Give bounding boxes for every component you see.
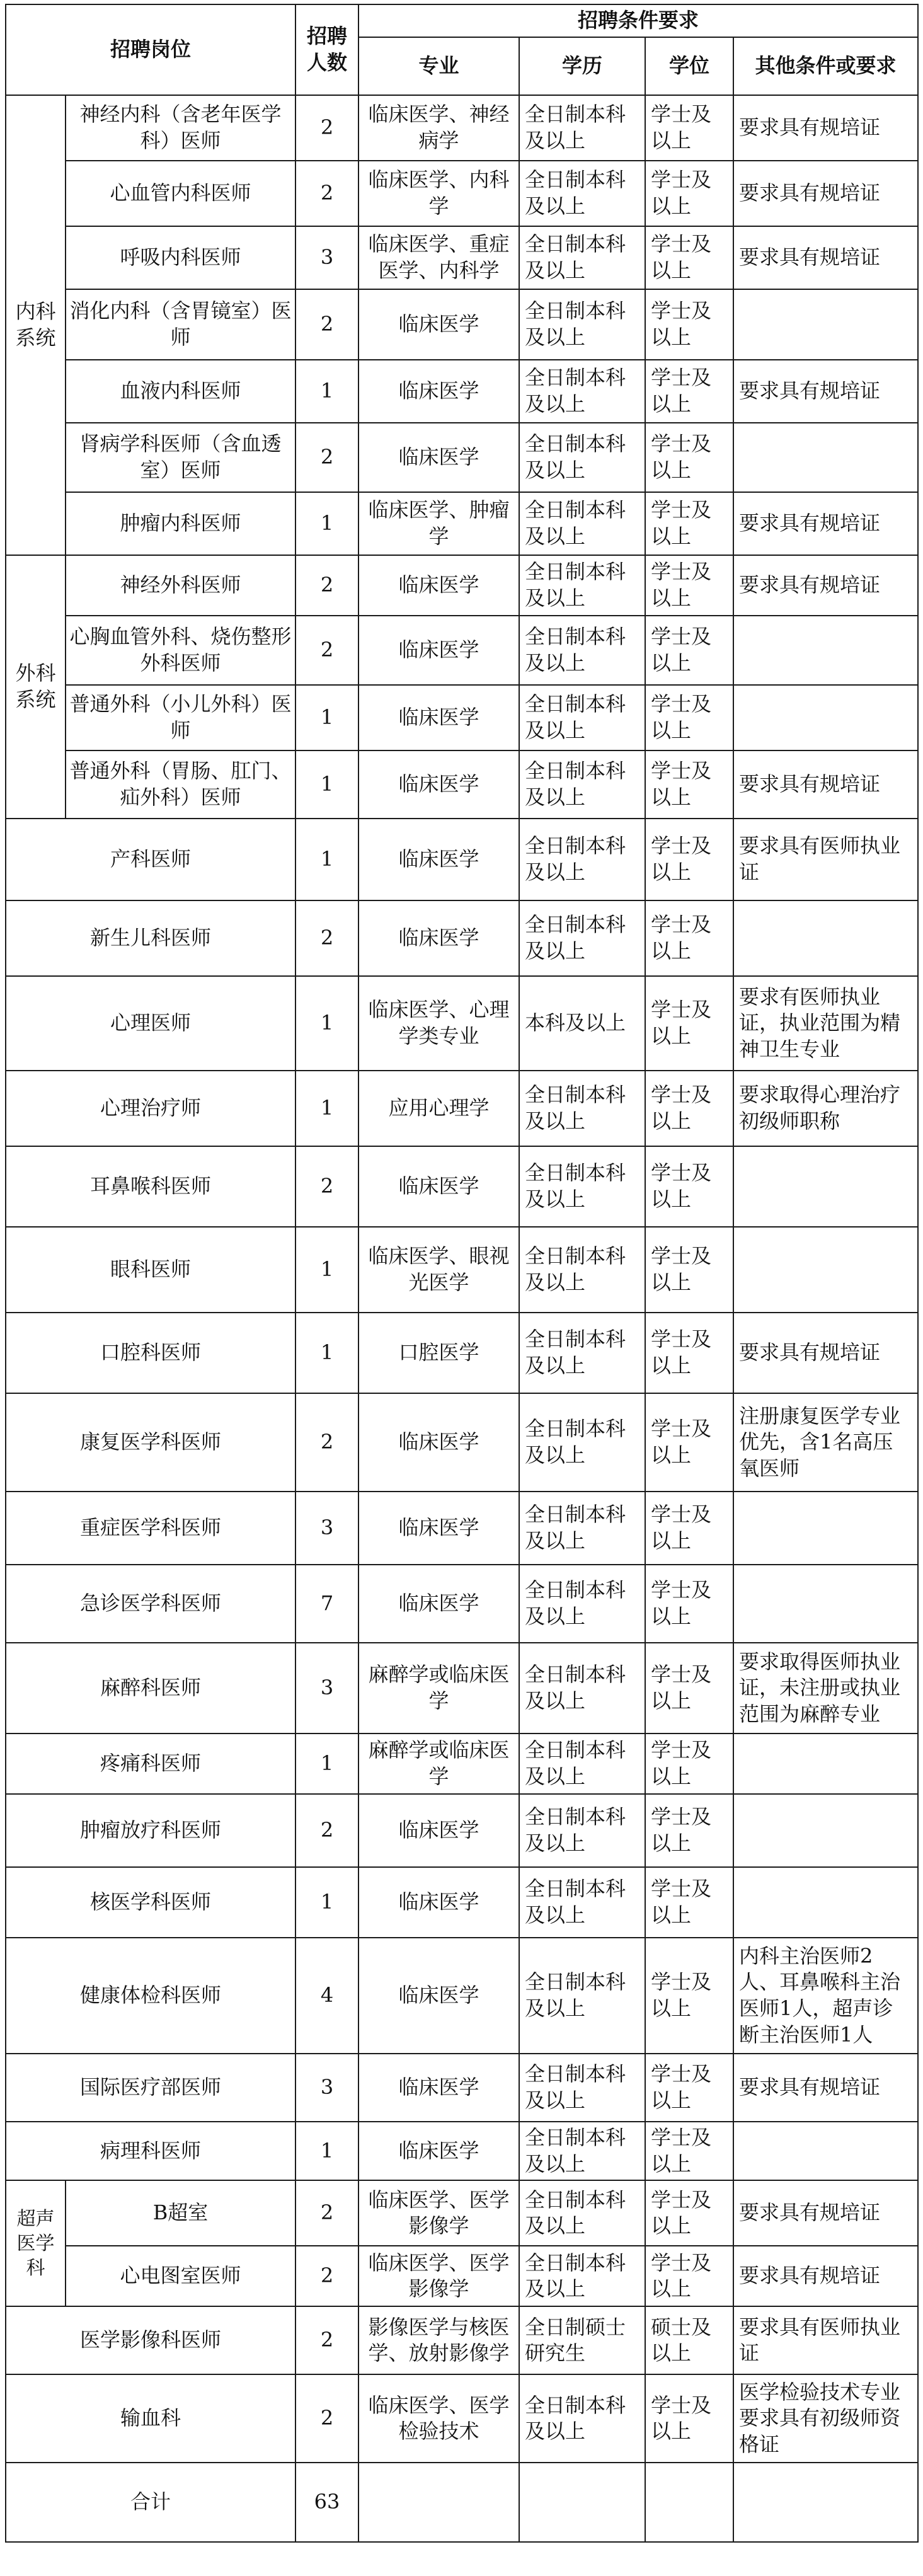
other-cell: 要求具有规培证 xyxy=(733,750,918,819)
table-row xyxy=(6,616,918,685)
other-cell xyxy=(733,1734,918,1794)
table-row xyxy=(6,1565,918,1643)
major-cell: 临床医学 xyxy=(358,2122,519,2180)
table-row xyxy=(6,2306,918,2374)
major-cell: 临床医学、医学影像学 xyxy=(358,2246,519,2306)
education-cell: 全日制本科及以上 xyxy=(519,95,645,161)
major-cell: 应用心理学 xyxy=(358,1071,519,1146)
table-row xyxy=(6,1734,918,1794)
empty-cell xyxy=(519,2463,645,2542)
count-cell: 2 xyxy=(295,423,358,492)
education-cell: 全日制本科及以上 xyxy=(519,1938,645,2054)
degree-cell: 学士及以上 xyxy=(645,1938,733,2054)
major-cell: 临床医学、眼视光医学 xyxy=(358,1227,519,1313)
other-cell: 要求具有规培证 xyxy=(733,95,918,161)
count-cell: 2 xyxy=(295,2246,358,2306)
major-cell: 临床医学 xyxy=(358,423,519,492)
position-cell: 肾病学科医师（含血透室）医师 xyxy=(66,423,295,492)
degree-cell: 学士及以上 xyxy=(645,2374,733,2463)
position-cell: 口腔科医师 xyxy=(6,1313,295,1393)
table-row xyxy=(6,1393,918,1492)
table-row xyxy=(6,2246,918,2306)
other-cell: 注册康复医学专业优先，含1名高压氧医师 xyxy=(733,1393,918,1492)
education-cell: 全日制本科及以上 xyxy=(519,1794,645,1867)
major-cell: 临床医学 xyxy=(358,1393,519,1492)
count-cell: 3 xyxy=(295,2054,358,2122)
major-cell: 临床医学 xyxy=(358,289,519,360)
education-cell: 全日制本科及以上 xyxy=(519,2054,645,2122)
education-cell: 全日制本科及以上 xyxy=(519,1227,645,1313)
other-cell xyxy=(733,616,918,685)
table-row xyxy=(6,555,918,616)
header-position: 招聘岗位 xyxy=(6,4,295,95)
count-cell: 2 xyxy=(295,2306,358,2374)
education-cell: 全日制本科及以上 xyxy=(519,1734,645,1794)
count-cell: 1 xyxy=(295,750,358,819)
table-row xyxy=(6,161,918,226)
position-cell: 消化内科（含胃镜室）医师 xyxy=(66,289,295,360)
major-cell: 临床医学、医学检验技术 xyxy=(358,2374,519,2463)
degree-cell: 学士及以上 xyxy=(645,1313,733,1393)
other-cell xyxy=(733,1492,918,1565)
table-row xyxy=(6,1071,918,1146)
education-cell: 全日制本科及以上 xyxy=(519,1393,645,1492)
position-cell: 心电图室医师 xyxy=(66,2246,295,2306)
other-cell xyxy=(733,1867,918,1938)
major-cell: 临床医学 xyxy=(358,1146,519,1227)
degree-cell: 学士及以上 xyxy=(645,976,733,1071)
table-row xyxy=(6,2122,918,2180)
empty-cell xyxy=(645,2463,733,2542)
education-cell: 全日制本科及以上 xyxy=(519,2246,645,2306)
count-cell: 4 xyxy=(295,1938,358,2054)
degree-cell: 学士及以上 xyxy=(645,492,733,555)
other-cell xyxy=(733,900,918,976)
total-label: 合计 xyxy=(6,2463,295,2542)
count-cell: 2 xyxy=(295,555,358,616)
degree-cell: 学士及以上 xyxy=(645,226,733,289)
education-cell: 全日制本科及以上 xyxy=(519,2180,645,2246)
table-row xyxy=(6,492,918,555)
education-cell: 全日制本科及以上 xyxy=(519,685,645,750)
major-cell: 临床医学 xyxy=(358,685,519,750)
position-cell: 康复医学科医师 xyxy=(6,1393,295,1492)
header-education: 学历 xyxy=(519,37,645,95)
table-row xyxy=(6,95,918,161)
count-cell: 1 xyxy=(295,1071,358,1146)
education-cell: 全日制本科及以上 xyxy=(519,1492,645,1565)
major-cell: 临床医学 xyxy=(358,616,519,685)
degree-cell: 学士及以上 xyxy=(645,819,733,900)
count-cell: 1 xyxy=(295,2122,358,2180)
major-cell: 临床医学 xyxy=(358,819,519,900)
other-cell: 要求具有规培证 xyxy=(733,1313,918,1393)
major-cell: 临床医学 xyxy=(358,1565,519,1643)
degree-cell: 学士及以上 xyxy=(645,1393,733,1492)
position-cell: 普通外科（小儿外科）医师 xyxy=(66,685,295,750)
degree-cell: 学士及以上 xyxy=(645,95,733,161)
other-cell xyxy=(733,1227,918,1313)
other-cell: 要求具有规培证 xyxy=(733,555,918,616)
table-row xyxy=(6,685,918,750)
major-cell: 麻醉学或临床医学 xyxy=(358,1643,519,1734)
table-row xyxy=(6,1794,918,1867)
other-cell xyxy=(733,423,918,492)
major-cell: 临床医学、医学影像学 xyxy=(358,2180,519,2246)
position-cell: B超室 xyxy=(66,2180,295,2246)
major-cell: 临床医学、肿瘤学 xyxy=(358,492,519,555)
table-row xyxy=(6,360,918,423)
education-cell: 全日制本科及以上 xyxy=(519,2122,645,2180)
count-cell: 1 xyxy=(295,819,358,900)
major-cell: 口腔医学 xyxy=(358,1313,519,1393)
count-cell: 1 xyxy=(295,1734,358,1794)
table-row xyxy=(6,1492,918,1565)
education-cell: 全日制本科及以上 xyxy=(519,1565,645,1643)
position-cell: 国际医疗部医师 xyxy=(6,2054,295,2122)
table-row xyxy=(6,226,918,289)
empty-cell xyxy=(733,2463,918,2542)
position-cell: 神经内科（含老年医学科）医师 xyxy=(66,95,295,161)
education-cell: 全日制本科及以上 xyxy=(519,750,645,819)
position-cell: 输血科 xyxy=(6,2374,295,2463)
major-cell: 临床医学 xyxy=(358,1794,519,1867)
count-cell: 3 xyxy=(295,226,358,289)
other-cell: 要求具有医师执业证 xyxy=(733,2306,918,2374)
position-cell: 医学影像科医师 xyxy=(6,2306,295,2374)
other-cell: 要求具有规培证 xyxy=(733,2246,918,2306)
degree-cell: 学士及以上 xyxy=(645,555,733,616)
table-row xyxy=(6,2374,918,2463)
count-cell: 2 xyxy=(295,95,358,161)
degree-cell: 学士及以上 xyxy=(645,1794,733,1867)
degree-cell: 学士及以上 xyxy=(645,685,733,750)
table-row xyxy=(6,900,918,976)
position-cell: 疼痛科医师 xyxy=(6,1734,295,1794)
other-cell: 要求具有医师执业证 xyxy=(733,819,918,900)
position-cell: 肿瘤放疗科医师 xyxy=(6,1794,295,1867)
position-cell: 眼科医师 xyxy=(6,1227,295,1313)
degree-cell: 学士及以上 xyxy=(645,423,733,492)
table-row xyxy=(6,1313,918,1393)
degree-cell: 学士及以上 xyxy=(645,2122,733,2180)
degree-cell: 学士及以上 xyxy=(645,1071,733,1146)
major-cell: 临床医学、重症医学、内科学 xyxy=(358,226,519,289)
other-cell: 要求取得医师执业证，未注册或执业范围为麻醉专业 xyxy=(733,1643,918,1734)
position-cell: 重症医学科医师 xyxy=(6,1492,295,1565)
education-cell: 全日制本科及以上 xyxy=(519,555,645,616)
other-cell xyxy=(733,1146,918,1227)
major-cell: 临床医学 xyxy=(358,555,519,616)
major-cell: 临床医学 xyxy=(358,1492,519,1565)
table-row xyxy=(6,750,918,819)
table-row xyxy=(6,2054,918,2122)
major-cell: 临床医学 xyxy=(358,1867,519,1938)
degree-cell: 学士及以上 xyxy=(645,1227,733,1313)
other-cell: 内科主治医师2人、耳鼻喉科主治医师1人，超声诊断主治医师1人 xyxy=(733,1938,918,2054)
position-cell: 呼吸内科医师 xyxy=(66,226,295,289)
degree-cell: 学士及以上 xyxy=(645,1146,733,1227)
other-cell xyxy=(733,685,918,750)
total-row xyxy=(6,2463,918,2542)
education-cell: 全日制本科及以上 xyxy=(519,226,645,289)
position-cell: 肿瘤内科医师 xyxy=(66,492,295,555)
education-cell: 全日制本科及以上 xyxy=(519,423,645,492)
other-cell: 要求具有规培证 xyxy=(733,2180,918,2246)
position-cell: 心胸血管外科、烧伤整形外科医师 xyxy=(66,616,295,685)
count-cell: 2 xyxy=(295,900,358,976)
other-cell: 要求具有规培证 xyxy=(733,360,918,423)
education-cell: 全日制本科及以上 xyxy=(519,360,645,423)
degree-cell: 学士及以上 xyxy=(645,1565,733,1643)
count-cell: 1 xyxy=(295,1227,358,1313)
table-row xyxy=(6,289,918,360)
degree-cell: 学士及以上 xyxy=(645,1492,733,1565)
count-cell: 1 xyxy=(295,1313,358,1393)
count-cell: 7 xyxy=(295,1565,358,1643)
position-cell: 产科医师 xyxy=(6,819,295,900)
degree-cell: 学士及以上 xyxy=(645,161,733,226)
degree-cell: 学士及以上 xyxy=(645,289,733,360)
total-count: 63 xyxy=(295,2463,358,2542)
table-row xyxy=(6,1938,918,2054)
education-cell: 全日制本科及以上 xyxy=(519,1643,645,1734)
major-cell: 临床医学 xyxy=(358,360,519,423)
education-cell: 全日制本科及以上 xyxy=(519,1146,645,1227)
position-cell: 新生儿科医师 xyxy=(6,900,295,976)
count-cell: 1 xyxy=(295,685,358,750)
position-cell: 神经外科医师 xyxy=(66,555,295,616)
other-cell: 要求有医师执业证，执业范围为精神卫生专业 xyxy=(733,976,918,1071)
count-cell: 1 xyxy=(295,360,358,423)
table-row xyxy=(6,1643,918,1734)
recruitment-table xyxy=(5,4,919,2543)
header-other: 其他条件或要求 xyxy=(733,37,918,95)
degree-cell: 学士及以上 xyxy=(645,616,733,685)
count-cell: 1 xyxy=(295,1867,358,1938)
degree-cell: 学士及以上 xyxy=(645,360,733,423)
count-cell: 1 xyxy=(295,976,358,1071)
degree-cell: 学士及以上 xyxy=(645,750,733,819)
table-row xyxy=(6,1867,918,1938)
education-cell: 全日制本科及以上 xyxy=(519,819,645,900)
table-row xyxy=(6,976,918,1071)
major-cell: 临床医学、神经病学 xyxy=(358,95,519,161)
position-cell: 血液内科医师 xyxy=(66,360,295,423)
header-major: 专业 xyxy=(358,37,519,95)
position-cell: 麻醉科医师 xyxy=(6,1643,295,1734)
major-cell: 影像医学与核医学、放射影像学 xyxy=(358,2306,519,2374)
education-cell: 全日制硕士研究生 xyxy=(519,2306,645,2374)
position-cell: 核医学科医师 xyxy=(6,1867,295,1938)
other-cell: 要求具有规培证 xyxy=(733,161,918,226)
header-conditions: 招聘条件要求 xyxy=(358,4,918,37)
count-cell: 1 xyxy=(295,492,358,555)
education-cell: 全日制本科及以上 xyxy=(519,2374,645,2463)
major-cell: 临床医学 xyxy=(358,900,519,976)
position-cell: 健康体检科医师 xyxy=(6,1938,295,2054)
degree-cell: 学士及以上 xyxy=(645,1734,733,1794)
major-cell: 临床医学、心理学类专业 xyxy=(358,976,519,1071)
count-cell: 2 xyxy=(295,1393,358,1492)
other-cell xyxy=(733,1794,918,1867)
other-cell: 要求具有规培证 xyxy=(733,2054,918,2122)
position-cell: 普通外科（胃肠、肛门、疝外科）医师 xyxy=(66,750,295,819)
position-cell: 心理医师 xyxy=(6,976,295,1071)
education-cell: 本科及以上 xyxy=(519,976,645,1071)
education-cell: 全日制本科及以上 xyxy=(519,492,645,555)
other-cell xyxy=(733,2122,918,2180)
count-cell: 2 xyxy=(295,2180,358,2246)
position-cell: 病理科医师 xyxy=(6,2122,295,2180)
count-cell: 2 xyxy=(295,616,358,685)
major-cell: 麻醉学或临床医学 xyxy=(358,1734,519,1794)
table-row xyxy=(6,423,918,492)
table-row xyxy=(6,2180,918,2246)
count-cell: 2 xyxy=(295,2374,358,2463)
education-cell: 全日制本科及以上 xyxy=(519,1867,645,1938)
position-cell: 心理治疗师 xyxy=(6,1071,295,1146)
group-label-surgery: 外科系统 xyxy=(6,555,66,819)
position-cell: 耳鼻喉科医师 xyxy=(6,1146,295,1227)
major-cell: 临床医学 xyxy=(358,750,519,819)
table-row xyxy=(6,1227,918,1313)
degree-cell: 学士及以上 xyxy=(645,1643,733,1734)
degree-cell: 学士及以上 xyxy=(645,2246,733,2306)
header-count: 招聘人数 xyxy=(295,4,358,95)
table-row xyxy=(6,819,918,900)
count-cell: 2 xyxy=(295,1146,358,1227)
education-cell: 全日制本科及以上 xyxy=(519,289,645,360)
education-cell: 全日制本科及以上 xyxy=(519,161,645,226)
count-cell: 2 xyxy=(295,1794,358,1867)
other-cell xyxy=(733,289,918,360)
position-cell: 心血管内科医师 xyxy=(66,161,295,226)
count-cell: 2 xyxy=(295,289,358,360)
other-cell: 医学检验技术专业要求具有初级师资格证 xyxy=(733,2374,918,2463)
education-cell: 全日制本科及以上 xyxy=(519,900,645,976)
other-cell: 要求具有规培证 xyxy=(733,492,918,555)
degree-cell: 学士及以上 xyxy=(645,900,733,976)
degree-cell: 学士及以上 xyxy=(645,2054,733,2122)
group-label-ultrasound: 超声医学科 xyxy=(6,2180,66,2306)
count-cell: 3 xyxy=(295,1492,358,1565)
major-cell: 临床医学、内科学 xyxy=(358,161,519,226)
count-cell: 2 xyxy=(295,161,358,226)
table-row xyxy=(6,1146,918,1227)
degree-cell: 硕士及以上 xyxy=(645,2306,733,2374)
education-cell: 全日制本科及以上 xyxy=(519,1313,645,1393)
other-cell xyxy=(733,1565,918,1643)
position-cell: 急诊医学科医师 xyxy=(6,1565,295,1643)
count-cell: 3 xyxy=(295,1643,358,1734)
degree-cell: 学士及以上 xyxy=(645,1867,733,1938)
empty-cell xyxy=(358,2463,519,2542)
group-label-internal: 内科系统 xyxy=(6,95,66,555)
degree-cell: 学士及以上 xyxy=(645,2180,733,2246)
header-degree: 学位 xyxy=(645,37,733,95)
other-cell: 要求具有规培证 xyxy=(733,226,918,289)
education-cell: 全日制本科及以上 xyxy=(519,616,645,685)
education-cell: 全日制本科及以上 xyxy=(519,1071,645,1146)
major-cell: 临床医学 xyxy=(358,1938,519,2054)
major-cell: 临床医学 xyxy=(358,2054,519,2122)
other-cell: 要求取得心理治疗初级师职称 xyxy=(733,1071,918,1146)
